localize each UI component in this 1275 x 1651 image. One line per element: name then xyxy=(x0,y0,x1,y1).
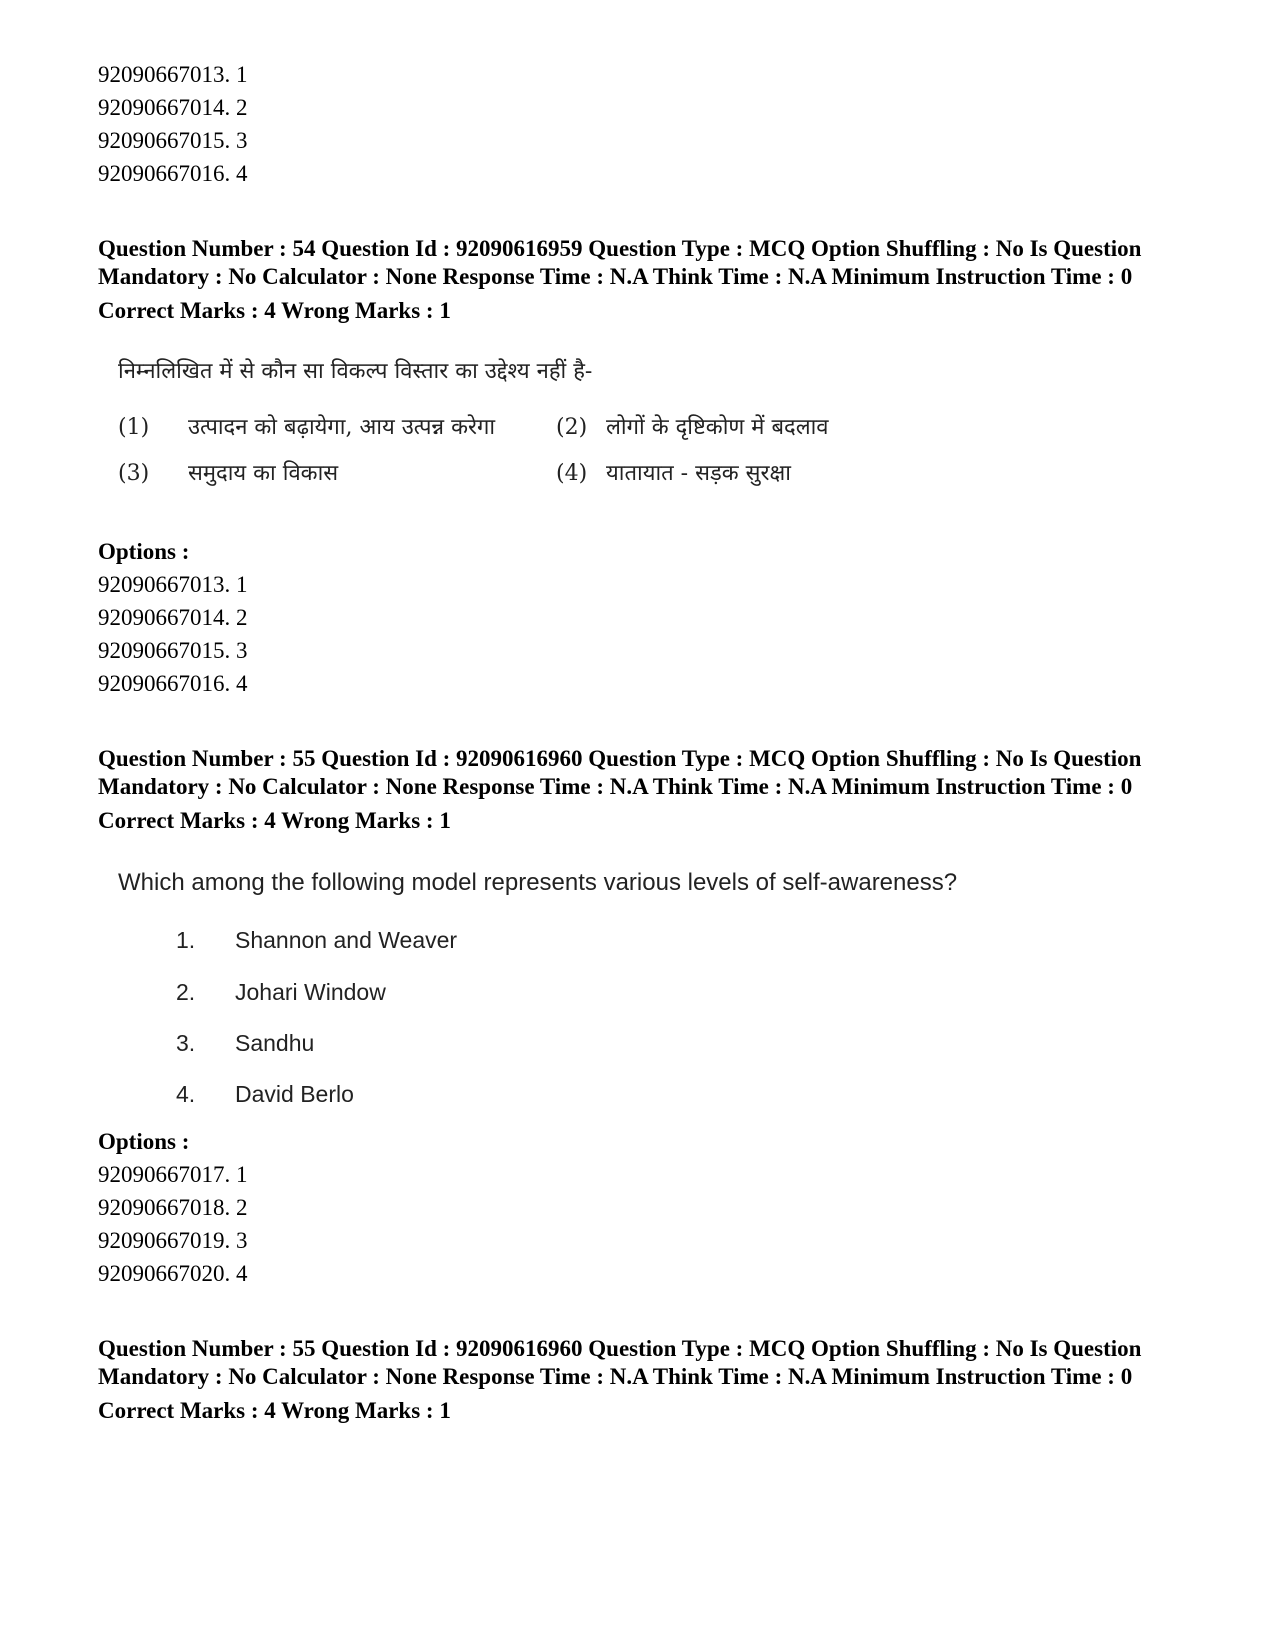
question-marks: Correct Marks : 4 Wrong Marks : 1 xyxy=(98,808,451,833)
question-meta: Question Number : 55 Question Id : 92090616960 Question Type : MCQ Option Shuffling : No Is Question Mandatory : No Calculator : None Response Time : N.A Think Time : N.A Minimum Instruction Time : 0 xyxy=(98,746,1142,799)
option-line: 92090667018. 2 xyxy=(98,1195,248,1220)
option-line: 92090667014. 2 xyxy=(98,95,248,120)
question-image xyxy=(98,325,1178,535)
choice: (4) यातायात - सड़क सुरक्षा xyxy=(556,461,791,486)
option-line: 92090667017. 1 xyxy=(98,1162,248,1187)
option-line: 92090667019. 3 xyxy=(98,1228,248,1253)
question-stem: Which among the following model represents various levels of self-awareness? xyxy=(118,869,958,896)
options-heading: Options : xyxy=(98,539,190,564)
question-marks: Correct Marks : 4 Wrong Marks : 1 xyxy=(98,1398,451,1423)
question-55 xyxy=(98,745,1178,1290)
option-line: 92090667020. 4 xyxy=(98,1261,248,1286)
question-image xyxy=(98,835,1178,1125)
option-line: 92090667016. 4 xyxy=(98,671,248,696)
option-line: 92090667015. 3 xyxy=(98,128,248,153)
question-meta: Question Number : 55 Question Id : 92090616960 Question Type : MCQ Option Shuffling : No Is Question Mandatory : No Calculator : None Response Time : N.A Think Time : N.A Minimum Instruction Time : 0 xyxy=(98,1336,1142,1389)
option-line: 92090667014. 2 xyxy=(98,605,248,630)
choice: (3) समुदाय का विकास xyxy=(118,461,339,486)
option-line: 92090667016. 4 xyxy=(98,161,248,186)
choice: (1) उत्पादन को बढ़ायेगा, आय उत्पन्न करेगा xyxy=(118,415,496,440)
choice: 1. Shannon and Weaver xyxy=(176,927,458,953)
choice: 3. Sandhu xyxy=(176,1030,315,1056)
question-stem: निम्नलिखित में से कौन सा विकल्प विस्तार का उद्देश्य नहीं है- xyxy=(118,359,593,384)
question-55-repeat xyxy=(98,1335,1178,1425)
choice: 4. David Berlo xyxy=(176,1081,354,1107)
option-line: 92090667013. 1 xyxy=(98,62,248,87)
options-heading: Options : xyxy=(98,1129,190,1154)
choice: 2. Johari Window xyxy=(176,979,386,1005)
option-line: 92090667015. 3 xyxy=(98,638,248,663)
question-marks: Correct Marks : 4 Wrong Marks : 1 xyxy=(98,298,451,323)
question-54 xyxy=(98,235,1178,700)
previous-options-list xyxy=(98,58,1178,190)
document-page xyxy=(98,58,1178,1425)
option-line: 92090667013. 1 xyxy=(98,572,248,597)
question-meta: Question Number : 54 Question Id : 92090616959 Question Type : MCQ Option Shuffling : No Is Question Mandatory : No Calculator : None Response Time : N.A Think Time : N.A Minimum Instruction Time : 0 xyxy=(98,236,1142,289)
choice: (2) लोगों के दृष्टिकोण में बदलाव xyxy=(556,415,829,440)
